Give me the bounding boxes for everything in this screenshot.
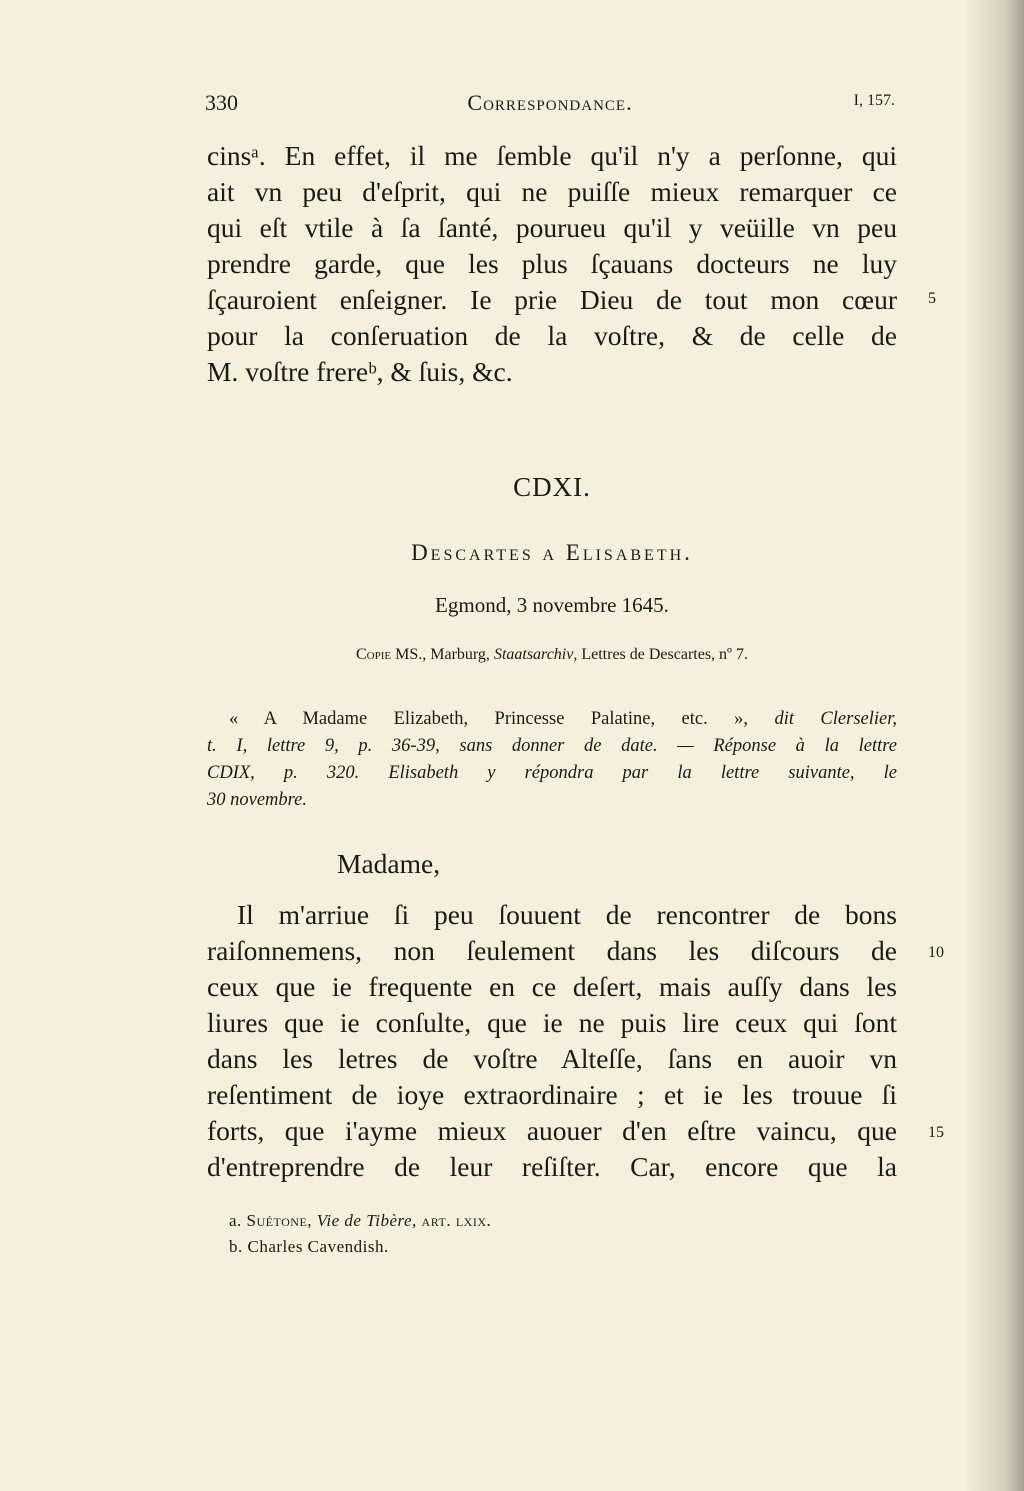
source-archive: Staatsarchiv <box>493 646 574 663</box>
letter-title: Descartes a Elisabeth. <box>411 540 693 565</box>
text-line: ſçauroient enſeigner. Ie prie Dieu de tout mon cœur <box>207 284 897 315</box>
source-copie: Copie <box>355 646 392 663</box>
salutation: Madame, <box>337 848 441 879</box>
editorial-note-line: t. I, lettre 9, p. 36-39, sans donner de date. — Réponse à la lettre <box>207 736 897 756</box>
text-line: M. voſtre frereᵇ, & ſuis, &c. <box>207 356 513 387</box>
text-line: reſentiment de ioye extraordinaire ; et ie les trouue ſi <box>207 1079 897 1110</box>
source-rest: , Lettres de Descartes, nº 7. <box>573 646 749 663</box>
text-line: pour la conſeruation de la voſtre, & de celle de <box>207 320 897 351</box>
letter-number: CDXI. <box>513 472 591 502</box>
text-line: d'entreprendre de leur reſiſter. Car, encore que la <box>207 1151 897 1182</box>
text-line: qui eſt vtile à ſa ſanté, pourueu qu'il y veüille vn peu <box>207 212 897 243</box>
text-line: cinsᵃ. En effet, il me ſemble qu'il n'y a perſonne, qui <box>207 140 897 171</box>
text-line: ait vn peu d'eſprit, qui ne puiſſe mieux remarquer ce <box>207 176 897 207</box>
text-line: ceux que ie frequente en ce deſert, mais auſſy dans les <box>207 971 897 1002</box>
text-line: dans les letres de voſtre Alteſſe, ſans en auoir vn <box>207 1043 897 1074</box>
volume-reference: I, 157. <box>853 92 895 109</box>
footnote-a: a. Suétone, Vie de Tibère, art. lxix. <box>229 1211 492 1230</box>
page-number: 330 <box>205 90 238 115</box>
source-ms: MS., Marburg, <box>395 646 490 663</box>
editorial-note-line: « A Madame Elizabeth, Princesse Palatine, etc. », dit Clerselier, <box>229 709 897 729</box>
editorial-note-line: 30 novembre. <box>207 790 308 810</box>
text-line: Il m'arriue ſi peu ſouuent de rencontrer de bons <box>237 899 897 930</box>
footnote-b: b. Charles Cavendish. <box>229 1237 389 1256</box>
text-line: prendre garde, que les plus ſçauans docteurs ne luy <box>207 248 897 279</box>
letter-place-date: Egmond, 3 novembre 1645. <box>435 593 669 617</box>
manuscript-source <box>0 646 1024 664</box>
text-line: liures que ie conſulte, que ie ne puis lire ceux qui ſont <box>207 1007 897 1038</box>
line-number: 15 <box>928 1124 944 1141</box>
text-line: forts, que i'ayme mieux auouer d'en eſtre vaincu, que <box>207 1115 897 1146</box>
text-line: raiſonnemens, non ſeulement dans les diſcours de <box>207 935 897 966</box>
editorial-note-line: CDIX, p. 320. Elisabeth y répondra par la lettre suivante, le <box>207 763 897 783</box>
running-title: Correspondance. <box>467 90 633 115</box>
running-head <box>205 90 895 120</box>
line-number: 10 <box>928 944 944 961</box>
line-number: 5 <box>928 290 936 307</box>
